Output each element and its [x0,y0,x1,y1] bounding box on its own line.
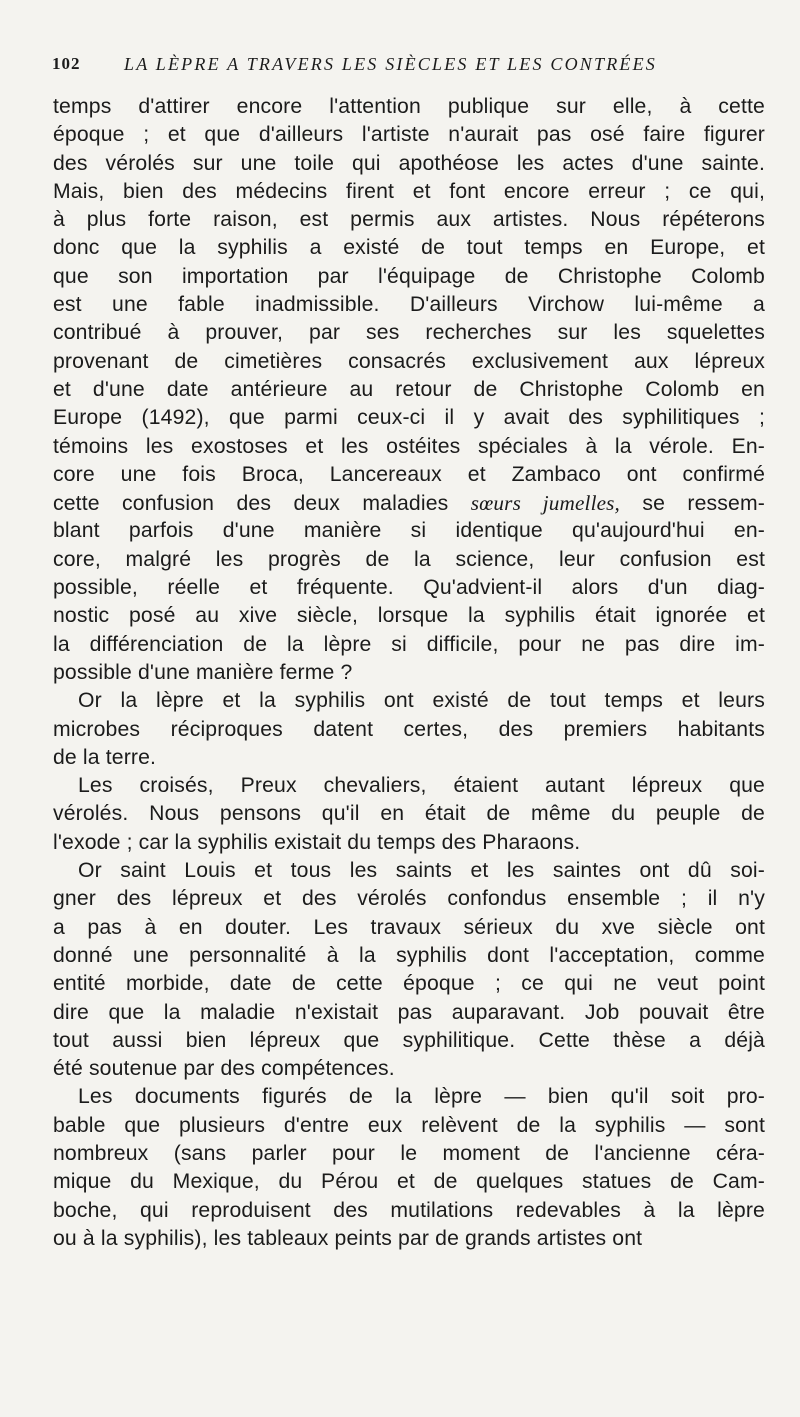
text-line: Les documents figurés de la lèpre — bien qu'il soit pro- [78,1085,765,1109]
text-line: la différenciation de la lèpre si difficile, pour ne pas dire im- [53,632,765,656]
text-line: cette confusion des deux maladies sœurs jumelles, se ressem- [53,491,765,516]
text-line: et d'une date antérieure au retour de Christophe Colomb en [53,377,765,401]
text-line: est une fable inadmissible. D'ailleurs Virchow lui-même a [53,293,765,317]
text-line: provenant de cimetières consacrés exclusivement aux lépreux [53,349,765,373]
text-line: ou à la syphilis), les tableaux peints par de grands artistes ont [53,1226,643,1250]
text-line: époque ; et que d'ailleurs l'artiste n'aurait pas osé faire figurer [53,123,765,147]
text-line: mique du Mexique, du Pérou et de quelques statues de Cam- [53,1170,765,1194]
text-line: nostic posé au xive siècle, lorsque la syphilis était ignorée et [53,604,765,628]
text-line: vérolés. Nous pensons qu'il en était de même du peuple de [53,802,765,826]
text-line: que son importation par l'équipage de Christophe Colomb [53,264,765,288]
text-line: a pas à en douter. Les travaux sérieux du xve siècle ont [53,915,765,939]
text-line: entité morbide, date de cette époque ; ce qui ne veut point [53,972,765,996]
page-number: 102 [52,54,81,73]
text-line: boche, qui reproduisent des mutilations redevables à la lèpre [53,1198,765,1222]
text-line: donné une personnalité à la syphilis dont l'acceptation, comme [53,943,765,967]
text-line: possible, réelle et fréquente. Qu'advient-il alors d'un diag- [53,576,765,600]
text-line: possible d'une manière ferme ? [53,660,353,684]
text-line: des vérolés sur une toile qui apothéose les actes d'une sainte. [53,151,765,175]
text-line: contribué à prouver, par ses recherches sur les squelettes [53,321,765,345]
body-text [53,93,765,1253]
paragraph [53,93,765,687]
text-line: dire que la maladie n'existait pas auparavant. Job pouvait être [53,1000,765,1024]
running-title: LA LÈPRE A TRAVERS LES SIÈCLES ET LES CONTRÉES [124,54,658,74]
text-line: Or la lèpre et la syphilis ont existé de tout temps et leurs [78,689,765,713]
paragraph [53,857,765,1083]
paragraph [53,1083,765,1253]
text-line: Europe (1492), que parmi ceux-ci il y avait des syphilitiques ; [53,406,765,430]
text-line: Les croisés, Preux chevaliers, étaient autant lépreux que [78,774,765,798]
text-line: témoins les exostoses et les ostéites spéciales à la vérole. En- [53,434,765,458]
text-line: l'exode ; car la syphilis existait du temps des Pharaons. [53,830,581,854]
text-line: blant parfois d'une manière si identique qu'aujourd'hui en- [53,519,765,543]
text-line: tout aussi bien lépreux que syphilitique. Cette thèse a déjà [53,1028,765,1052]
text-line: bable que plusieurs d'entre eux relèvent de la syphilis — sont [53,1113,765,1137]
text-line: à plus forte raison, est permis aux artistes. Nous répéterons [53,208,765,232]
text-line: donc que la syphilis a existé de tout temps en Europe, et [53,236,765,260]
text-line: Or saint Louis et tous les saints et les saintes ont dû soi- [78,859,765,883]
text-line: été soutenue par des compétences. [53,1057,395,1081]
paragraph [53,772,765,857]
paragraph [53,687,765,772]
text-line: Mais, bien des médecins firent et font encore erreur ; ce qui, [53,179,765,203]
text-line: core une fois Broca, Lancereaux et Zambaco ont confirmé [53,462,765,486]
text-line: de la terre. [53,745,157,769]
text-line: core, malgré les progrès de la science, leur confusion est [53,547,765,571]
text-line: gner des lépreux et des vérolés confondus ensemble ; il n'y [53,887,765,911]
text-line: nombreux (sans parler pour le moment de l'ancienne céra- [53,1141,765,1165]
page-header [52,54,772,84]
text-line: temps d'attirer encore l'attention publique sur elle, à cette [53,95,765,118]
text-line: microbes réciproques datent certes, des premiers habitants [53,717,765,741]
